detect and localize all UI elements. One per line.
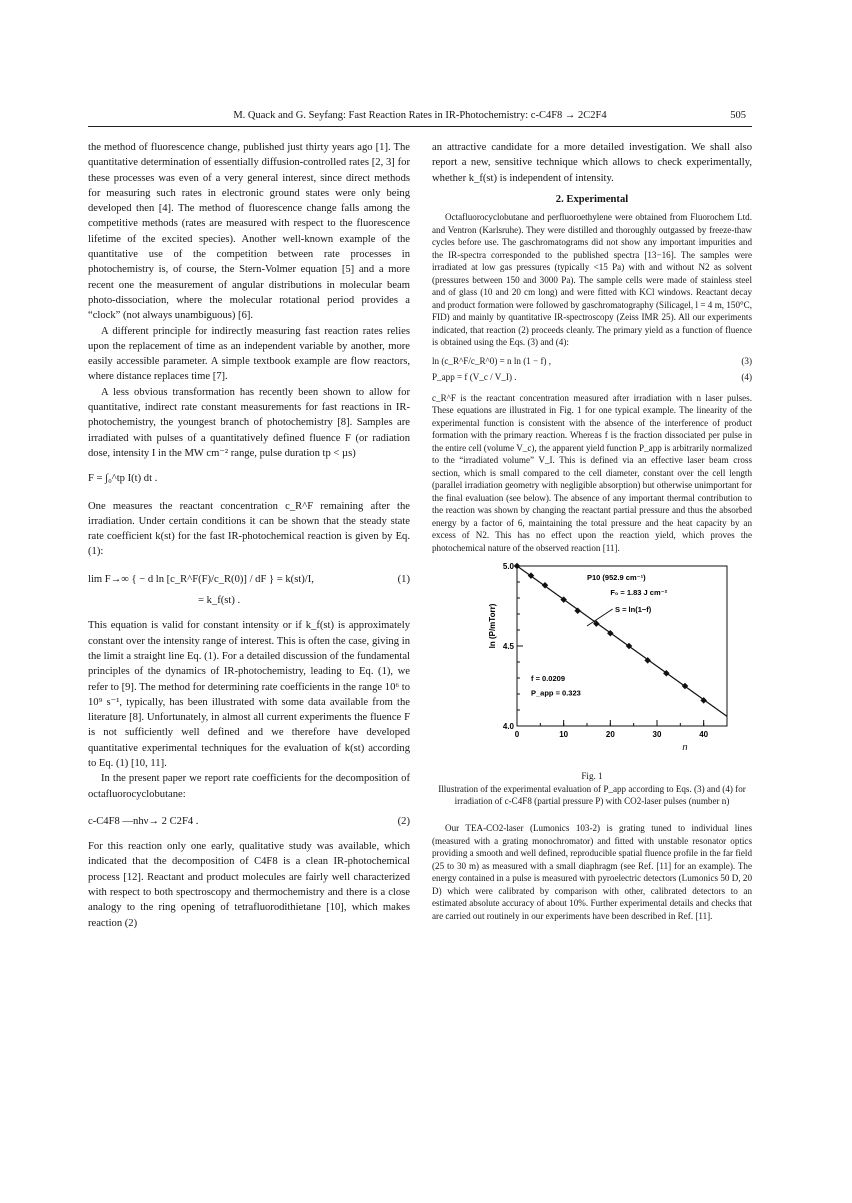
x-tick-label: 0 [514, 730, 520, 740]
paragraph: In the present paper we report rate coefficients for the decomposition of octafluorocyclobutane: [88, 773, 410, 800]
fig1-chart [432, 558, 752, 763]
equation-text: P_app = f (V_c / V_I) . [432, 372, 517, 383]
paragraph: For this reaction only one early, qualitative study was available, which indicated that the decomposition of C4F8 is a clean IR-photochemical process [12]. Reactant and product molecules are fairly well characterized with respect to both spectroscopy and thermochemistry and there is a close analogy to the ring opening of tetrafluorodithietane [10], which makes reaction (2) [88, 841, 410, 929]
equation-text: = k_f(st) . [198, 595, 241, 607]
paragraph: Octafluorocyclobutane and perfluoroethylene were obtained from Fluorochem Ltd. and Ventron (Karlsruhe). They were distilled and thoroughly outgassed by freeze-thaw cycles before use. The gaschromatograms did not show any important impurities and the IR-spectra corresponded to the published spectra [13−16]. The samples were irradiated at low gas pressures (typically <15 Pa) with and without N2 as solvent (pressures between 150 and 3000 Pa). The sample cells were made of stainless steel and of glass (10 and 20 cm long) and were fitted with KCl windows. Reactant decay and product formation were followed by gaschromatography (Silicagel, l = 4 m, 150°C, FID) and mainly by quantitative IR-spectroscopy (Zeiss IMR 25). All our experiments indicated, that reaction (2) proceeds cleanly. The primary yield as a function of fluence is obtained using the Eqs. (3) and (4): [432, 212, 752, 348]
y-tick-label: 4.0 [502, 722, 514, 732]
equation-text: c-C4F8 —nhν→ 2 C2F4 . [88, 815, 199, 827]
x-tick-label: 20 [605, 730, 615, 740]
x-tick-label: 40 [699, 730, 709, 740]
running-header [88, 108, 752, 128]
figure-label: Fig. 1 [581, 771, 603, 782]
y-tick-label: 5.0 [502, 562, 514, 572]
chart-annotation: P10 (952.9 cm⁻¹) [587, 573, 646, 583]
paragraph: A less obvious transformation has recently been shown to allow for quantitative, indirect rate constant measurements for fast reactions in IR-photochemistry, the youngest branch of photochemistry [8]. Samples are irradiated with pulses of a quantitatively defined fluence F (or radiation dose, intensity I in the MW cm⁻² range, pulse duration tp < µs) [88, 386, 410, 459]
annotation-leader [587, 609, 613, 626]
paragraph: the method of fluorescence change, published just thirty years ago [1]. The quantitative determination of essentially diffusion-controlled rates [2, 3] for these processes was even of a very general interest, since direct methods for measuring such rates in electronic ground states were only being developed then [4]. The method of fluorescence change falls among the competitive methods (rates are measured with respect to the fluorescence lifetime of the excited species). Another well-known example of the quantitative use of the competition between rate processes in photochemistry is, of course, the Stern-Volmer equation [5] and a more recent one the measurement of angular distributions in molecular beam photo-dissociation, where the molecular rotational period provides a “clock” (not always unambiguous) [6]. [88, 142, 410, 322]
chart-annotation: f = 0.0209 [531, 674, 565, 684]
page-number: 505 [730, 110, 746, 121]
equation-3 [432, 355, 752, 368]
equation-text: ln (c_R^F/c_R^0) = n ln (1 − f) , [432, 355, 552, 366]
x-tick-label: 10 [559, 730, 569, 740]
equation-text: lim F→∞ { − d ln [c_R^F(F)/c_R(0)] / dF } = k(st)/I, [88, 573, 314, 585]
x-tick-label: 30 [652, 730, 662, 740]
equation-4 [432, 371, 752, 384]
equation-1 [88, 572, 410, 609]
running-title: M. Quack and G. Seyfang: Fast Reaction Rates in IR-Photochemistry: c-C4F8 → 2C2F4 [233, 110, 607, 121]
chart-annotation: P_app = 0.323 [531, 688, 581, 698]
chart-annotation: F₀ = 1.83 J cm⁻² [610, 588, 668, 598]
paragraph: One measures the reactant concentration c_R^F remaining after the irradiation. Under certain conditions it can be shown that the steady state rate coefficient k(st) for the fast IR-photochemical reaction is given by Eq. (1): [88, 500, 410, 558]
paragraph: A different principle for indirectly measuring fast reaction rates relies upon the replacement of time as an independent variable by another, more easily accessible parameter. A simple textbook example are flow reactors, where distance replaces time [7]. [88, 325, 410, 383]
y-axis-label: ln (P/mTorr) [488, 603, 497, 649]
paragraph: Our TEA-CO2-laser (Lumonics 103-2) is grating tuned to individual lines (measured with a grating monochromator) and fitted with unstable resonator optics providing a smooth and well defined, reproducible spatial fluence profile in the far field (25 to 30 m) as measured with a small diaphragm (see Ref. [11] for an example). The energy contained in a pulse is measured with pyroelectric detectors (Lumonics 50 D, 20 D) which were calibrated by comparison with other, calibrated detectors to an estimated absolute accuracy of about 10%. Further experimental details and checks that are carried out routinely in our experiments have been described in Ref. [11]. [432, 823, 752, 921]
section-heading: 2. Experimental [555, 193, 629, 205]
y-tick-label: 4.5 [502, 642, 514, 652]
x-axis-label: n [682, 742, 688, 753]
equation-2 [88, 814, 410, 829]
right-column [432, 140, 752, 922]
equation-fluence [88, 471, 410, 486]
header-rule [88, 126, 752, 127]
paragraph: This equation is valid for constant intensity or if k_f(st) is approximately constant over the intensity range of interest. This is often the case, giving in the limit a straight line Eq. (1). For a detailed discussion of the fundamental principles of the dynamics of IR-photochemistry, leading to Eq. (1), we refer to [9]. The method for determining rate coefficients in the range 10⁶ to 10⁹ s⁻¹, typically, has been illustrated with some data available from the literature [8]. Unfortunately, in almost all current experiments the fluence F is not sufficiently well defined and we therefore have developed quantitative experimental techniques for the evaluation of k(st) according to Eq. (1) [10, 11]. [88, 620, 410, 769]
equation-number: (4) [741, 372, 752, 383]
left-column [88, 140, 410, 931]
figure-1 [432, 558, 752, 808]
equation-number: (1) [397, 573, 410, 585]
figure-caption: Illustration of the experimental evaluation of P_app according to Eqs. (3) and (4) for irradiation of c-C4F8 (partial pressure P) with CO2-laser pulses (number n) [438, 783, 746, 807]
equation-number: (2) [397, 815, 410, 827]
paragraph: an attractive candidate for a more detailed investigation. We shall also report a new, sensitive technique which allows to check experimentally, whether k_f(st) is independent of intensity. [432, 142, 752, 184]
equation-text: F = ∫₀^tp I(t) dt . [88, 473, 158, 485]
paragraph: c_R^F is the reactant concentration measured after irradiation with n laser pulses. These equations are illustrated in Fig. 1 for one typical example. The linearity of the experimental function is consistent with the absence of the interference of product formation with the primary reaction. Whereas f is the fraction dissociated per pulse in the entire cell (volume V_c), the apparent yield function P_app is arbitrarily normalized to the “irradiated volume” V_I. This is defined via an effective laser beam cross section, which is small compared to the cell diameter, constant over the cell length (parallel irradiation geometry with negligible absorption) but otherwise unimportant for the final evaluation (see below). The absence of any important thermal contribution to the reaction was shown by changing the reactant partial pressure and thus the absorbed energy by a factor of 6, maintaining the total pressure and the heat capacity by an excess of N2. This has no effect upon the reaction yield, which proves the photochemical nature of the observed reaction [11]. [432, 392, 752, 553]
chart-annotation: S = ln(1−f) [615, 605, 652, 615]
equation-number: (3) [741, 355, 752, 366]
